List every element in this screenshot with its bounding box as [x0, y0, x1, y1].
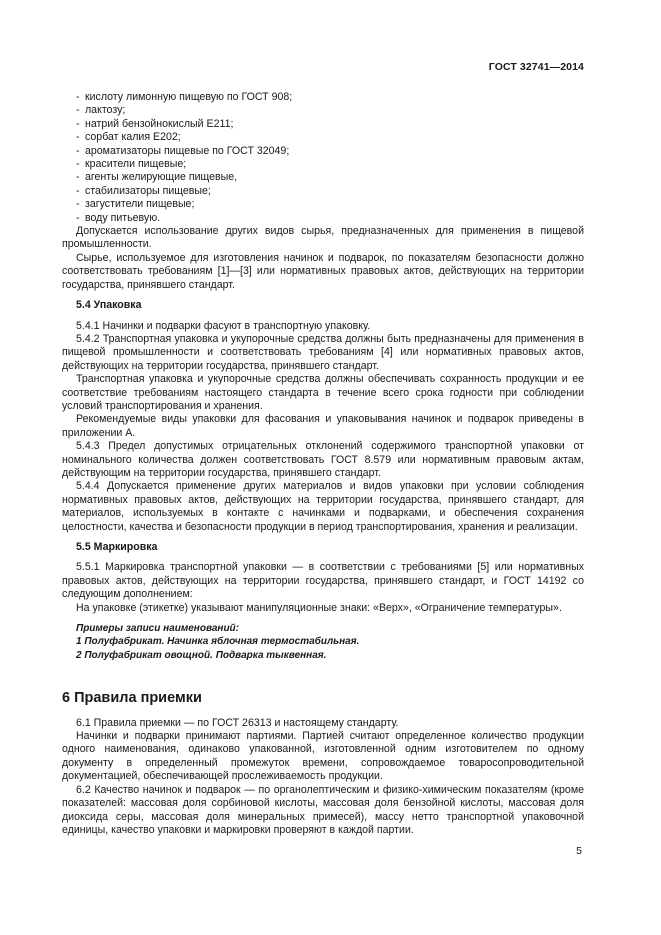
list-item: - лактозу;: [76, 104, 126, 117]
paragraph: На упаковке (этикетке) указывают манипуляционные знаки: «Верх», «Ограничение температуры».: [76, 601, 562, 614]
example-item: 1 Полуфабрикат. Начинка яблочная термостабильная.: [76, 636, 360, 648]
paragraph: 6.2 Качество начинок и подварок — по органолептическим и физико-химическим показателям (кроме показателей: массовая доля сорбиновой кислоты, массовая доля бензойной кислоты, массовая доля диоксида серы, массовая доля минеральных примесей), массу нетто транспортной упаковочной единицы, качество упаковки и маркировки проверяют в каждой партии.: [62, 783, 584, 836]
ingredient-list: [62, 91, 584, 225]
section-heading-6: 6 Правила приемки: [62, 690, 202, 707]
paragraph: 5.5.1 Маркировка транспортной упаковки — в соответствии с требованиями [5] или нормативных правовых актов, действующих на территории государства, принявшего стандарт, и ГОСТ 14192 со следующим дополнением:: [62, 561, 584, 601]
list-item: - кислоту лимонную пищевую по ГОСТ 908;: [76, 91, 293, 103]
paragraph: Допускается использование других видов сырья, предназначенных для применения в пищевой промышленности.: [62, 225, 584, 251]
section-heading-5-4: 5.4 Упаковка: [76, 299, 142, 312]
paragraph: Транспортная упаковка и укупорочные средства должны обеспечивать сохранность продукции и ее соответствие требованиям настоящего стандарта в течение всего срока годности при соблюдении условий транспортирования и хранения.: [62, 373, 584, 412]
paragraph: Рекомендуемые виды упаковки для фасования и упаковывания начинок и подварок приведены в приложении А.: [62, 413, 584, 439]
example-item: 2 Полуфабрикат овощной. Подварка тыквенная.: [76, 649, 327, 661]
list-item: - натрий бензойнокислый Е211;: [76, 117, 234, 130]
paragraph: 5.4.4 Допускается применение других материалов и видов упаковки при условии соблюдения нормативных правовых актов, действующих на территории государства, принявшего стандарт, для материалов, используемых в контакте с начинками и подварками, и обеспечения сохранения целостности, качества и безопасности продукции в период транспортирования, хранения и реализации.: [62, 480, 584, 533]
list-item: - загустители пищевые;: [76, 198, 195, 211]
list-item: - воду питьевую.: [76, 211, 161, 224]
page-number: 5: [576, 845, 582, 857]
list-item: - стабилизаторы пищевые;: [76, 184, 211, 197]
paragraph: Начинки и подварки принимают партиями. Партией считают определенное количество продукции одного наименования, одинаково упакованной, изготовленной одним изготовителем по одному документу в определенный промежуток времени, сопровождаемое товаросопроводительной документацией, обеспечивающей прослеживаемость продукции.: [62, 730, 584, 783]
paragraph: 6.1 Правила приемки — по ГОСТ 26313 и настоящему стандарту.: [76, 716, 399, 729]
list-item: - агенты желирующие пищевые,: [76, 171, 238, 184]
section-heading-5-5: 5.5 Маркировка: [76, 541, 158, 553]
paragraph: 5.4.3 Предел допустимых отрицательных отклонений содержимого транспортной упаковки от номинального количества должен соответствовать ГОСТ 8.579 или нормативным правовым актам, действующим на территории государства, принявшего стандарт.: [62, 440, 584, 479]
list-item: - ароматизаторы пищевые по ГОСТ 32049;: [76, 144, 290, 157]
paragraph: Сырье, используемое для изготовления начинок и подварок, по показателям безопасности должно соответствовать требованиям [1]—[3] или нормативных правовых актов, действующих на территории государства, принявшего стандарт.: [62, 251, 584, 291]
examples-title: Примеры записи наименований:: [76, 623, 239, 635]
document-code-header: ГОСТ 32741—2014: [488, 61, 584, 73]
list-item: - сорбат калия Е202;: [76, 131, 181, 144]
list-item: - красители пищевые;: [76, 158, 187, 171]
page-content: [62, 91, 584, 837]
paragraph: 5.4.2 Транспортная упаковка и укупорочные средства должны быть предназначены для применения в пищевой промышленности и соответствовать требованиям [4] или нормативных правовых актов, действующих на территории государства, принявшего стандарт.: [62, 332, 584, 372]
paragraph: 5.4.1 Начинки и подварки фасуют в транспортную упаковку.: [76, 319, 371, 332]
